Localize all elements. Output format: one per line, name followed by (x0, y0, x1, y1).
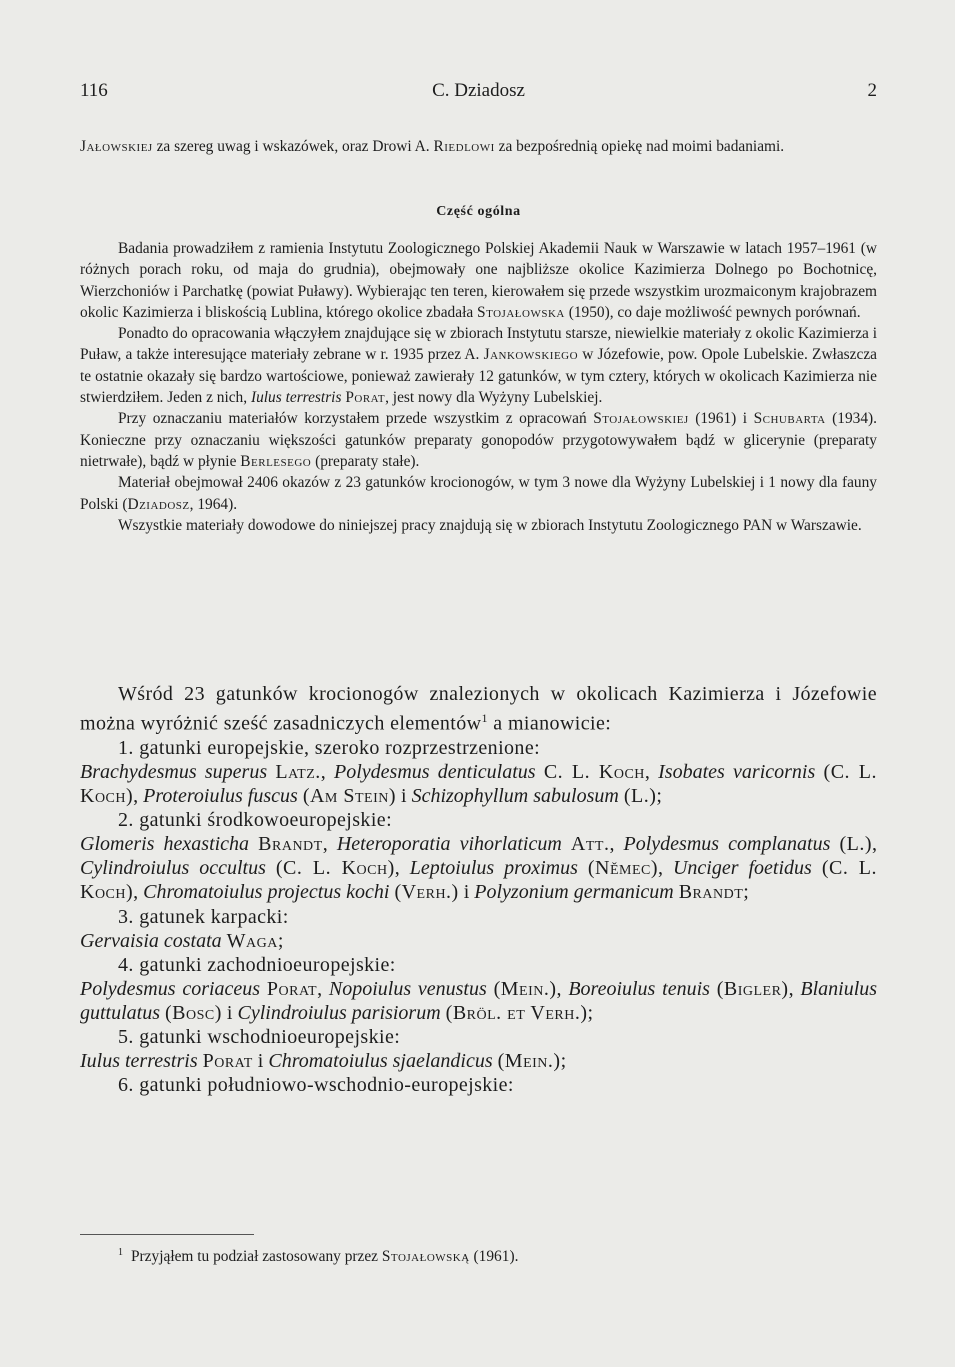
author-name: (Verh.) (394, 881, 459, 904)
author-name: Porat (202, 1050, 253, 1073)
author-name: Brandt (258, 833, 323, 856)
species-name: Isobates varicornis (658, 760, 816, 783)
paragraph (80, 408, 877, 472)
author-name: Jałowskiej (80, 138, 153, 155)
author-name: Att. (570, 833, 610, 856)
group-title: 4. gatunki zachodnioeuropejskie: (118, 953, 396, 976)
author-name: Porat (345, 389, 386, 407)
footnote-divider (80, 1234, 254, 1235)
author-name: C. L. Koch (543, 760, 645, 783)
text-span: za szereg uwag i wskazówek, oraz Drowi A. (152, 138, 434, 155)
author-name: (Am Stein) (302, 785, 397, 808)
author-name: (C. L. Koch) (80, 760, 877, 808)
species-name: Brachydesmus superus (80, 760, 268, 783)
author-name: Porat (266, 977, 318, 1000)
species-name: Glomeris hexasticha (80, 833, 250, 856)
species-name: Polyzonium germanicum (474, 881, 674, 904)
species-name: Boreoiulus tenuis (568, 977, 710, 1000)
text-span: za bezpośrednią opiekę nad moimi badaniami. (494, 138, 785, 155)
text-span: (preparaty stałe). (311, 452, 420, 470)
text-span: (1961). (469, 1248, 519, 1266)
text-span: Wszystkie materiały dowodowe do niniejszej pracy znajdują się w zbiorach Instytutu Zoologicznego PAN w Warszawie. (118, 516, 862, 534)
author-name: (Bosc) (165, 1001, 222, 1024)
species-name: Cylindroiulus occultus (80, 857, 266, 880)
species-name: Schizophyllum sabulosum (411, 785, 619, 808)
paragraph (80, 515, 877, 536)
text-span: Ponadto do opracowania włączyłem znajdujące się w zbiorach Instytutu starsze, niewielkie materiały z okolic Kazimierza i Puław, a także interesujące materiały zebrane w r. 1935 przez A. (80, 325, 877, 364)
paragraph (80, 472, 877, 515)
author-name: Brandt; (678, 881, 750, 904)
text-span: , jest nowy dla Wyżyny Lubelskiej. (385, 389, 603, 407)
section-number: 2 (867, 80, 877, 101)
group-title: 6. gatunki południowo-wschodnio-europejskie: (118, 1074, 514, 1097)
author-name: Waga; (226, 929, 284, 952)
author-name: Dziadosz (127, 495, 190, 513)
author-name: Stojałowską (381, 1248, 470, 1266)
elements-section (80, 682, 877, 1097)
group-title: 2. gatunki środkowoeuropejskie: (118, 809, 393, 832)
paragraph (80, 238, 877, 323)
group-title: 1. gatunki europejskie, szeroko rozprzestrzenione: (118, 736, 541, 759)
text-span: Badania prowadziłem z ramienia Instytutu Zoologicznego Polskiej Akademii Nauk w Warszawie w latach 1957–1961 (w różnych porach roku, od maja do grudnia), obejmowały one najbliższe okolice Kazimierza Dolnego po Bochotnicę, Wierzchoniów i Parchatkę (powiat Puławy). Wybierając ten teren, kierowałem się przede wszystkim urozmaiconym krajobrazem okolic Kazimierza i bliskością Lublina, którego okolice zbadała (80, 240, 877, 321)
paragraph (80, 323, 877, 408)
text-span: w Józefowie, pow. Opole Lubelskie. Zwłaszcza te ostatnie okazały się bardzo wartościowe, ponieważ zawierały 12 gatunków, w tym cztery, których w okolicach Kazimierza nie stwierdziłem. Jeden z nich, (80, 346, 877, 407)
species-name: Cylindroiulus parisiorum (237, 1001, 441, 1024)
text-span: (1950), co daje możliwość pewnych porównań. (564, 303, 861, 321)
species-list: Brachydesmus superus Latz., Polydesmus denticulatus C. L. Koch, Isobates varicornis (C. L. Koch), Proteroiulus fuscus (Am Stein) i Schizophyllum sabulosum (L.); (80, 760, 877, 808)
author-name: (C. L. Koch) (80, 857, 878, 904)
species-name: Polydesmus denticulatus (334, 760, 536, 783)
running-title: C. Dziadosz (432, 80, 525, 101)
species-list: Glomeris hexasticha Brandt, Heteroporatia vihorlaticum Att., Polydesmus complanatus (L.), Cylindroiulus occultus (C. L. Koch), Leptoiulus proximus (Němec), Unciger foetidus (C. L. Koch), Chromatoiulus projectus kochi (Verh.) i Polyzonium germanicum Brandt; (80, 833, 878, 904)
species-list (80, 929, 877, 953)
footnote (118, 1243, 878, 1267)
author-name: (L.); (623, 785, 663, 808)
author-name: Jankowskiego (483, 346, 579, 364)
author-name: Stojałowskiej (593, 410, 689, 428)
author-name: (L.) (839, 833, 873, 856)
species-name: Leptoiulus proximus (409, 857, 578, 880)
species-name: Iulus terrestris (80, 1050, 198, 1073)
text-span: , 1964). (189, 495, 238, 513)
author-name: Stojałowska (477, 303, 565, 321)
author-name: (Bröl. et Verh.); (445, 1001, 594, 1024)
footnote-marker: 1 (118, 1247, 123, 1258)
species-name: Gervaisia costata (80, 929, 222, 952)
author-name: Berlesego (240, 452, 312, 470)
page-number: 116 (80, 80, 108, 101)
species-name: Chromatoiulus projectus kochi (143, 881, 390, 904)
text-span: Materiał obejmował 2406 okazów z 23 gatunków krocionogów, w tym 3 nowe dla Wyżyny Lubelskiej i 1 nowy dla fauny Polski ( (80, 474, 877, 513)
text-span: Wśród 23 gatunków krocionogów znalezionych w okolicach Kazimierza i Józefowie można wyróżnić sześć zasadniczych elementów (80, 683, 877, 735)
species-name: Iulus terrestris (250, 389, 342, 407)
species-name: Nopoiulus venustus (328, 977, 487, 1000)
elements-intro (80, 682, 877, 736)
intro-paragraph (80, 136, 877, 157)
group-title: 3. gatunek karpacki: (118, 905, 289, 928)
group-title: 5. gatunki wschodnioeuropejskie: (118, 1025, 401, 1048)
species-name: Heteroporatia vihorlaticum (336, 833, 562, 856)
species-name: Chromatoiulus sjaelandicus (268, 1050, 493, 1073)
species-list: Polydesmus coriaceus Porat, Nopoiulus venustus (Mein.), Boreoiulus tenuis (Bigler), Blaniulus guttulatus (Bosc) i Cylindroiulus parisiorum (Bröl. et Verh.); (80, 977, 878, 1024)
species-name: Polydesmus coriaceus (80, 977, 261, 1000)
species-name: Polydesmus complanatus (623, 833, 831, 856)
text-span: (1934). Konieczne przy oznaczaniu większości gatunków preparaty gonopodów przygotowywałem bądź w glicerynie (preparaty nietrwałe), bądź w płynie (80, 410, 878, 470)
author-name: Riedlowi (433, 138, 495, 155)
section-heading: Część ogólna (436, 204, 521, 219)
author-name: Schubarta (753, 410, 826, 428)
text-span: (1961) i (688, 410, 754, 428)
body-text (80, 238, 877, 536)
author-name: (Bigler) (716, 977, 789, 1000)
text-span: Przy oznaczaniu materiałów korzystałem przede wszystkim z opracowań (118, 410, 594, 428)
page-header (80, 80, 877, 108)
text-span: a mianowicie: (487, 712, 612, 735)
author-name: (Mein.); (497, 1050, 567, 1073)
author-name: Latz. (275, 760, 321, 783)
author-name: (C. L. Koch) (275, 857, 395, 880)
author-name: (Němec) (587, 857, 658, 880)
text-span: Przyjąłem tu podział zastosowany przez (131, 1248, 382, 1266)
species-name: Proteroiulus fuscus (143, 785, 298, 808)
species-list: Iulus terrestris Porat i Chromatoiulus sjaelandicus (Mein.); (80, 1050, 567, 1073)
species-name: Unciger foetidus (672, 857, 812, 880)
species-name: Blaniulus guttulatus (80, 977, 878, 1024)
footnote-ref: 1 (481, 711, 488, 726)
author-name: (Mein.) (493, 977, 557, 1000)
